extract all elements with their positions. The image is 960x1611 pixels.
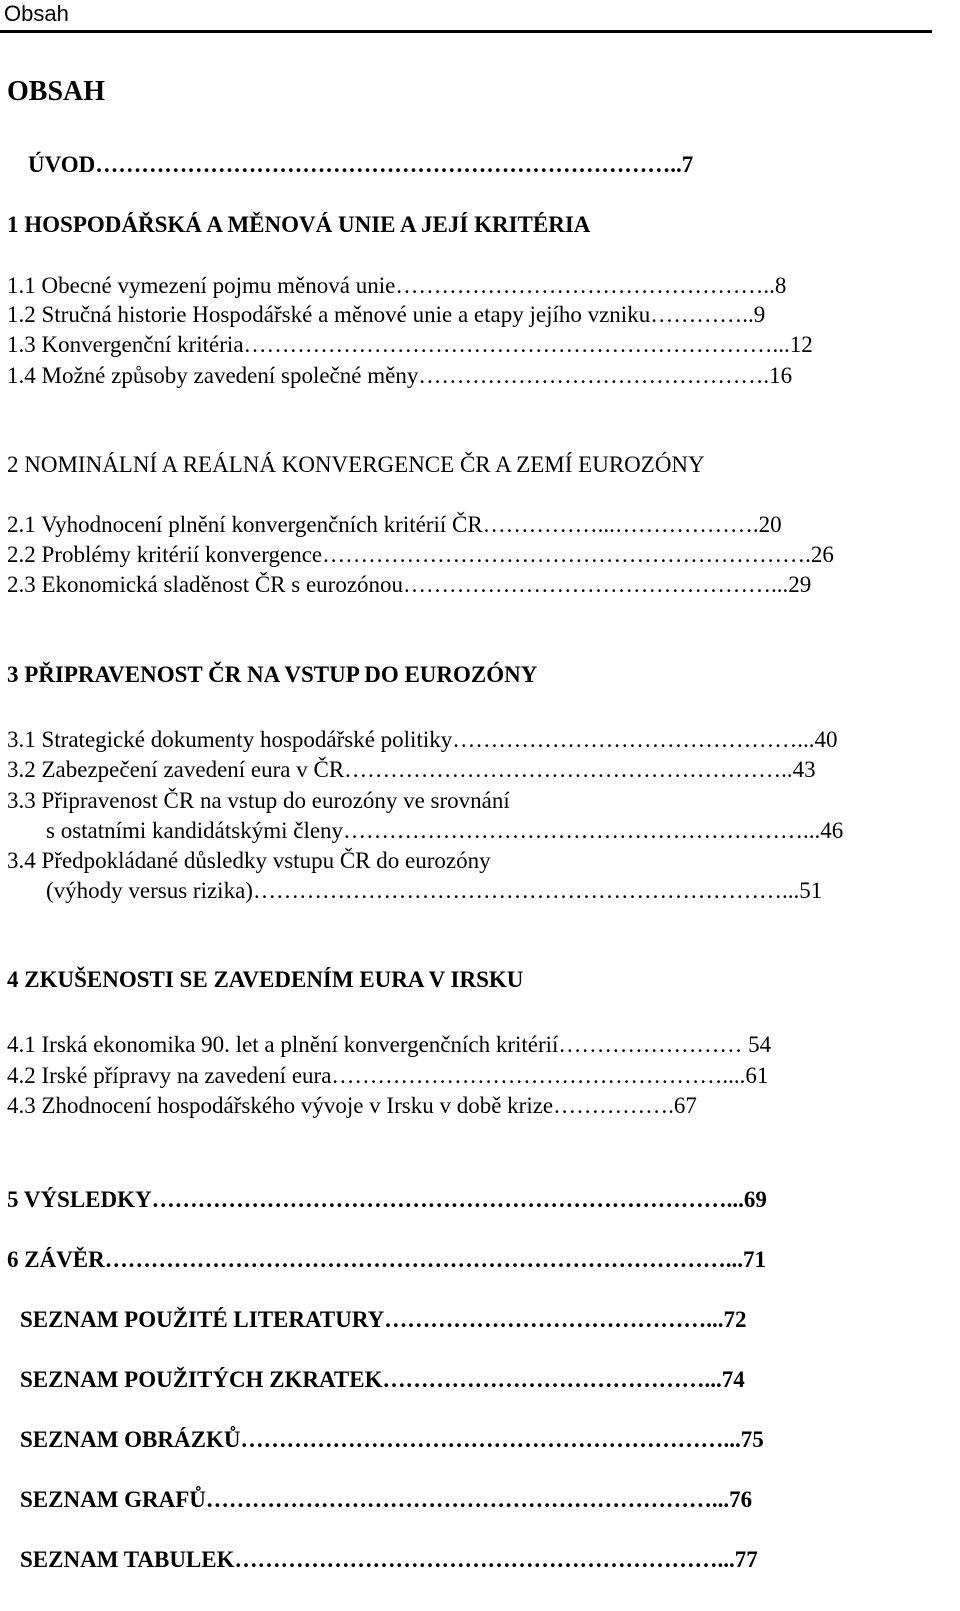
- toc-list-tables[interactable]: SEZNAM TABULEK………………………………………………………...77: [20, 1547, 758, 1572]
- toc-entry-1-2[interactable]: 1.2 Stručná historie Hospodářské a měnové unie a etapy jejího vzniku…………..9: [7, 302, 766, 327]
- page-title: OBSAH: [7, 76, 106, 107]
- toc-entry-1-1[interactable]: 1.1 Obecné vymezení pojmu měnová unie…………………………………………..8: [7, 273, 787, 298]
- toc-list-literature[interactable]: SEZNAM POUŽITÉ LITERATURY……………………………………...72: [20, 1307, 747, 1332]
- toc-chapter-3-title[interactable]: 3 PŘIPRAVENOST ČR NA VSTUP DO EUROZÓNY: [7, 662, 538, 687]
- toc-chapter-1-title[interactable]: 1 HOSPODÁŘSKÁ A MĚNOVÁ UNIE A JEJÍ KRITÉRIA: [7, 212, 591, 237]
- toc-entry-3-3[interactable]: 3.3 Připravenost ČR na vstup do eurozóny ve srovnání: [7, 788, 510, 813]
- toc-chapter-5[interactable]: 5 VÝSLEDKY…………………………………………………………………...69: [7, 1187, 767, 1212]
- toc-entry-4-2[interactable]: 4.2 Irské přípravy na zavedení eura……………………………………………....61: [7, 1063, 769, 1088]
- header-divider: [0, 30, 932, 33]
- toc-entry-3-3-continued[interactable]: s ostatními kandidátskými členy……………………………………………………...46: [46, 818, 844, 843]
- toc-list-figures[interactable]: SEZNAM OBRÁZKŮ………………………………………………………...75: [20, 1427, 764, 1452]
- toc-entry-2-1[interactable]: 2.1 Vyhodnocení plnění konvergenčních kritérií ČR……………...……………….20: [7, 512, 782, 537]
- toc-list-abbreviations[interactable]: SEZNAM POUŽITÝCH ZKRATEK……………………………………...74: [20, 1367, 745, 1392]
- header-title: Obsah: [4, 1, 69, 26]
- toc-entry-1-3[interactable]: 1.3 Konvergenční kritéria……………………………………………………………...12: [7, 332, 813, 357]
- toc-entry-2-2[interactable]: 2.2 Problémy kritérií konvergence……………………………………………………….26: [7, 542, 834, 567]
- toc-entry-1-4[interactable]: 1.4 Možné způsoby zavedení společné měny……………………………………….16: [7, 363, 793, 388]
- toc-entry-uvod[interactable]: ÚVOD…………………………………………………………………..7: [28, 152, 694, 177]
- toc-entry-4-3[interactable]: 4.3 Zhodnocení hospodářského vývoje v Irsku v době krize…………….67: [7, 1093, 697, 1118]
- toc-chapter-4-title[interactable]: 4 ZKUŠENOSTI SE ZAVEDENÍM EURA V IRSKU: [7, 967, 524, 992]
- toc-entry-4-1[interactable]: 4.1 Irská ekonomika 90. let a plnění konvergenčních kritérií…………………… 54: [7, 1032, 772, 1057]
- toc-entry-3-1[interactable]: 3.1 Strategické dokumenty hospodářské politiky………………………………………...40: [7, 727, 838, 752]
- toc-entry-2-3[interactable]: 2.3 Ekonomická sladěnost ČR s eurozónou…………………………………………...29: [7, 572, 812, 597]
- toc-chapter-6[interactable]: 6 ZÁVĚR………………………………………………………………………...71: [7, 1247, 767, 1272]
- toc-entry-3-2[interactable]: 3.2 Zabezpečení zavedení eura v ČR…………………………………………………..43: [7, 757, 816, 782]
- toc-entry-3-4[interactable]: 3.4 Předpokládané důsledky vstupu ČR do eurozóny: [7, 848, 491, 873]
- toc-entry-3-4-continued[interactable]: (výhody versus rizika)……………………………………………………………...51: [46, 878, 823, 903]
- toc-list-graphs[interactable]: SEZNAM GRAFŮ…………………………………………………………...76: [20, 1487, 753, 1512]
- toc-chapter-2-title[interactable]: 2 NOMINÁLNÍ A REÁLNÁ KONVERGENCE ČR A ZEMÍ EUROZÓNY: [7, 452, 705, 477]
